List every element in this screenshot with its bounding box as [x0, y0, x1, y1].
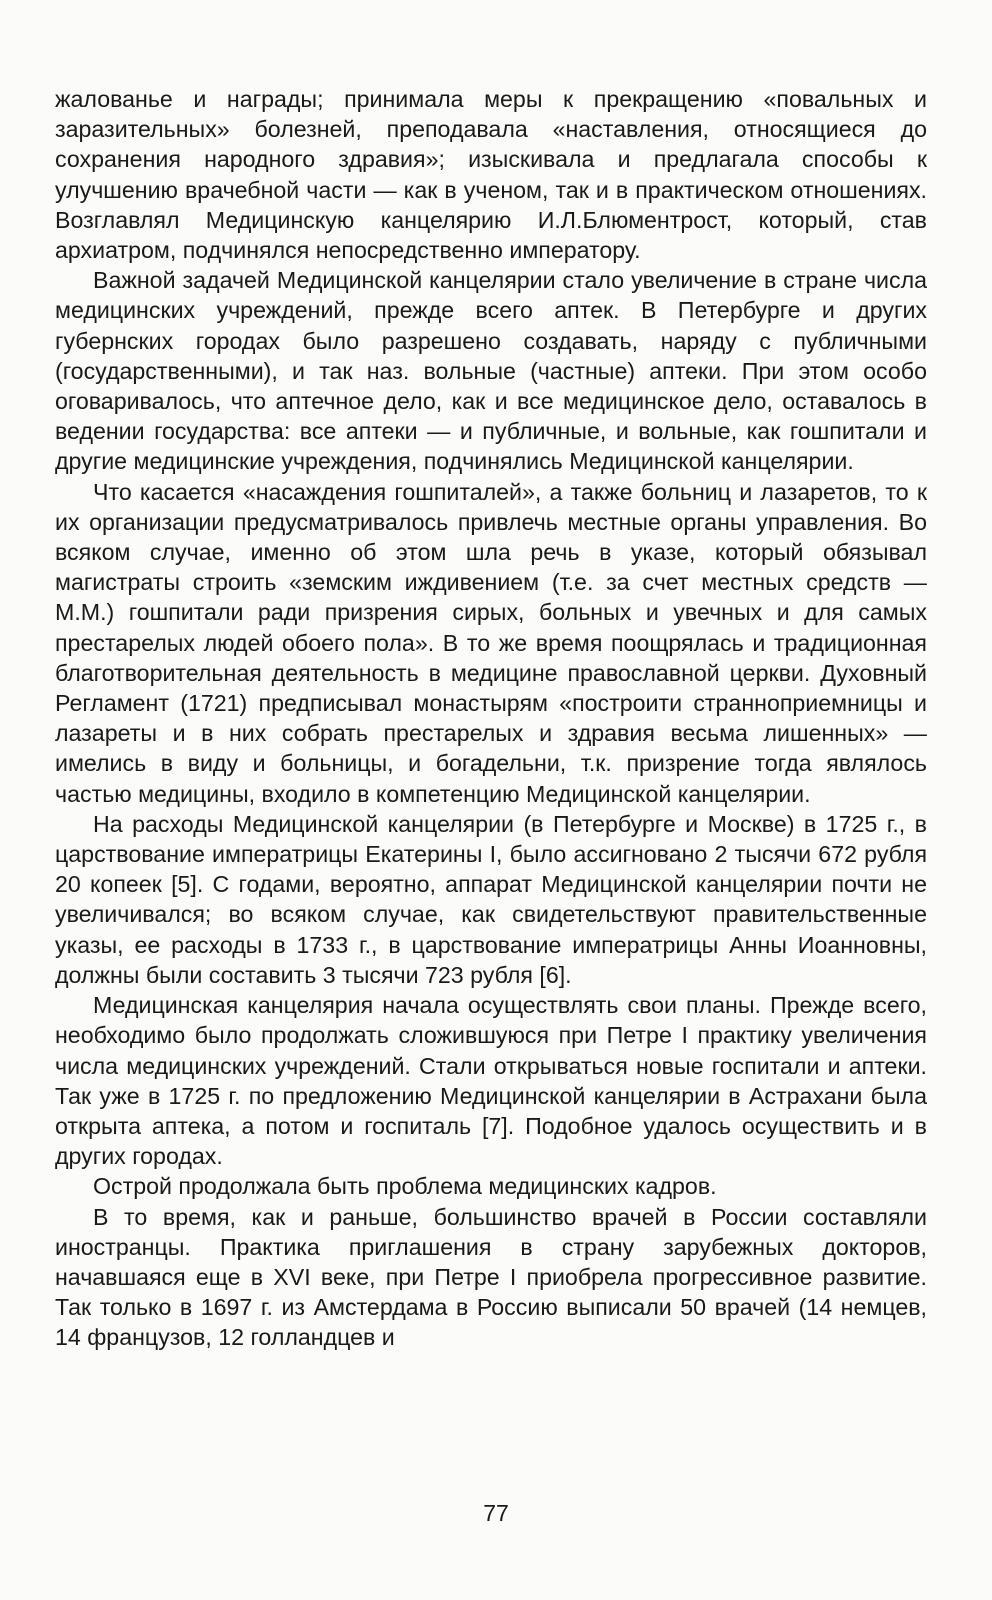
- paragraph-1: жалованье и награды; принимала меры к прекращению «повальных и заразительных» болезней, преподавала «наставления, относящиеся до сохранения народного здравия»; изыскивала и предлагала способы к улучшению врачебной части — как в ученом, так и в практическом отношениях. Возглавлял Медицинскую канцелярию И.Л.Блюментрост, который, став архиатром, подчинялся непосредственно императору.: [55, 86, 927, 264]
- paragraph-6: Острой продолжала быть проблема медицинских кадров.: [93, 1173, 717, 1200]
- paragraph-5: Медицинская канцелярия начала осуществлять свои планы. Прежде всего, необходимо было продолжать сложившуюся при Петре I практику увеличения числа медицинских учреждений. Стали открываться новые госпитали и аптеки. Так уже в 1725 г. по предложению Медицинской канцелярии в Астрахани была открыта аптека, а потом и госпиталь [7]. Подобное удалось осуществить и в других городах.: [55, 992, 927, 1170]
- paragraph-7: В то время, как и раньше, большинство врачей в России составляли иностранцы. Практика приглашения в страну зарубежных докторов, начавшаяся еще в XVI веке, при Петре I приобрела прогрессивное развитие. Так только в 1697 г. из Амстердама в Россию выписали 50 врачей (14 немцев, 14 французов, 12 голландцев и: [55, 1203, 927, 1351]
- paragraph-3: Что касается «насаждения гошпиталей», а также больниц и лазаретов, то к их организации предусматривалось привлечь местные органы управления. Во всяком случае, именно об этом шла речь в указе, который обязывал магистраты строить «земским иждивением (т.е. за счет местных средств — М.М.) гошпитали ради призрения сирых, больных и увечных и для самых престарелых людей обоего пола». В то же время поощрялась и традиционная благотворительная деятельность в медицине православной церкви. Духовный Регламент (1721) предписывал монастырям «построити странноприемницы и лазареты и в них собрать престарелых и здравия весьма лишенных» — имелись в виду и больницы, и богадельни, т.к. призрение тогда являлось частью медицины, входило в компетенцию Медицинской канцелярии.: [55, 478, 927, 807]
- paragraph-2: Важной задачей Медицинской канцелярии стало увеличение в стране числа медицинских учреждений, прежде всего аптек. В Петербурге и других губернских городах было разрешено создавать, наряду с публичными (государственными), и так наз. вольные (частные) аптеки. При этом особо оговаривалось, что аптечное дело, как и все медицинское дело, оставалось в ведении государства: все аптеки — и публичные, и вольные, как гошпитали и другие медицинские учреждения, подчинялись Медицинской канцелярии.: [55, 267, 927, 475]
- paragraph-4: На расходы Медицинской канцелярии (в Петербурге и Москве) в 1725 г., в царствование императрицы Екатерины I, было ассигновано 2 тысячи 672 рубля 20 копеек [5]. С годами, вероятно, аппарат Медицинской канцелярии почти не увеличивался; во всяком случае, как свидетельствуют правительственные указы, ее расходы в 1733 г., в царствование императрицы Анны Иоанновны, должны были составить 3 тысячи 723 рубля [6].: [55, 810, 927, 988]
- page-number: 77: [483, 1500, 509, 1526]
- body-text: [55, 84, 927, 1353]
